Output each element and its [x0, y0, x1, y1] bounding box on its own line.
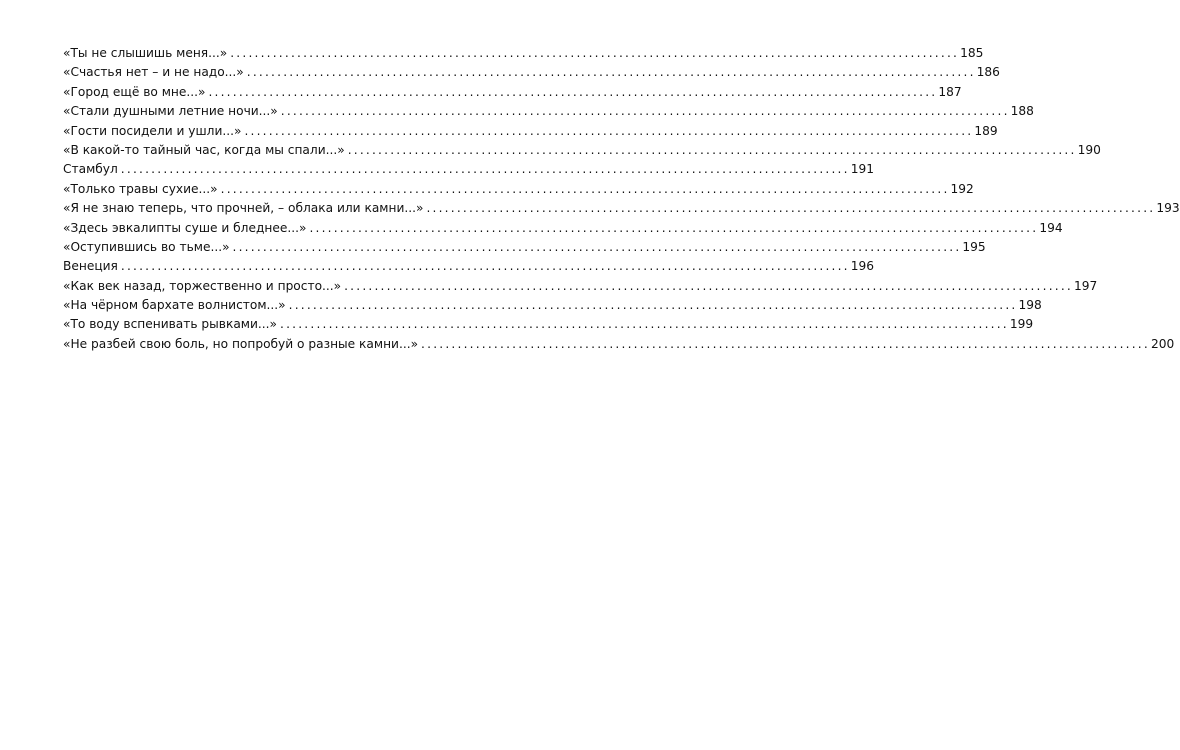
toc-entry: [63, 122, 998, 141]
toc-entry-page: 192: [950, 181, 974, 196]
toc-entry-title: Стамбул: [63, 162, 118, 177]
toc-leader-dots: ........................................................................................................................: [230, 46, 960, 60]
toc-entry: [63, 296, 1042, 315]
toc-leader-dots: ........................................................................................................................: [120, 162, 850, 177]
toc-entry-title: «На чёрном бархате волнистом...»: [63, 298, 286, 313]
toc-entry-page: 189: [974, 123, 998, 138]
toc-entry: [63, 219, 1063, 238]
toc-entry: [63, 257, 875, 276]
toc-entry-title: «Оступившись во тьме...»: [63, 239, 230, 254]
toc-entry-page: 198: [1018, 298, 1042, 313]
toc-entry-page: 186: [976, 65, 1000, 80]
toc-leader-dots: ........................................................................................................................: [309, 220, 1039, 235]
toc-entry: [63, 199, 1180, 218]
toc-leader-dots: ........................................................................................................................: [120, 259, 850, 274]
toc-entry: [63, 44, 984, 63]
toc-entry: [63, 160, 874, 179]
toc-entry-page: 187: [938, 84, 962, 99]
toc-entry-title: «Здесь эвкалипты суше и бледнее...»: [63, 220, 307, 235]
toc-entry-title: «Стали душными летние ночи...»: [63, 104, 278, 119]
toc-leader-dots: ........................................................................................................................: [208, 84, 938, 99]
toc-entry: [63, 102, 1034, 121]
toc-entry-page: 191: [850, 162, 874, 177]
toc-entry-title: «Как век назад, торжественно и просто...»: [63, 278, 342, 293]
toc-entry: [63, 277, 1098, 296]
toc-entry: [63, 315, 1034, 334]
toc-entry-page: 200: [1150, 336, 1175, 351]
toc-entry-title: «В какой-то тайный час, когда мы спали...»: [63, 142, 345, 157]
toc-entry-page: 197: [1074, 278, 1098, 293]
toc-entry: [63, 83, 962, 102]
toc-entry-page: 195: [962, 239, 986, 254]
toc-leader-dots: ........................................................................................................................: [421, 336, 1150, 351]
toc-entry-page: 188: [1010, 104, 1034, 119]
toc-entry-page: 196: [850, 259, 875, 274]
toc-entry: [63, 180, 974, 199]
toc-entry-title: «Гости посидели и ушли...»: [63, 123, 242, 138]
toc-entry-title: «Только травы сухие...»: [63, 181, 218, 196]
toc-leader-dots: ........................................................................................................................: [232, 239, 962, 254]
toc-leader-dots: ........................................................................................................................: [220, 181, 950, 196]
toc-leader-dots: ........................................................................................................................: [347, 142, 1077, 157]
toc-entry-title: «Не разбей свою боль, но попробуй о разные камни...»: [63, 336, 419, 351]
toc-leader-dots: ........................................................................................................................: [280, 104, 1010, 119]
toc-entry-title: «То воду вспенивать рывками...»: [63, 317, 277, 332]
toc-leader-dots: ........................................................................................................................: [244, 123, 974, 138]
toc-leader-dots: ........................................................................................................................: [246, 65, 976, 80]
toc-entry-title: «Я не знаю теперь, что прочней, – облака или камни...»: [63, 201, 424, 216]
table-of-contents: [63, 44, 1180, 354]
toc-leader-dots: ........................................................................................................................: [344, 278, 1073, 293]
toc-entry: [63, 63, 1000, 82]
toc-leader-dots: ........................................................................................................................: [288, 298, 1018, 313]
toc-entry: [63, 335, 1175, 354]
toc-entry-page: 199: [1009, 317, 1034, 332]
toc-entry-title: «Счастья нет – и не надо...»: [63, 65, 244, 80]
toc-entry-title: «Ты не слышишь меня...»: [63, 46, 228, 60]
toc-entry-page: 194: [1039, 220, 1063, 235]
toc-entry: [63, 141, 1101, 160]
toc-entry-page: 193: [1156, 201, 1180, 216]
toc-entry-page: 190: [1077, 142, 1101, 157]
toc-entry-title: «Город ещё во мне...»: [63, 84, 206, 99]
toc-entry-page: 185: [960, 46, 984, 60]
toc-entry: [63, 238, 986, 257]
toc-leader-dots: ........................................................................................................................: [280, 317, 1009, 332]
toc-entry-title: Венеция: [63, 259, 118, 274]
toc-leader-dots: ........................................................................................................................: [426, 201, 1156, 216]
